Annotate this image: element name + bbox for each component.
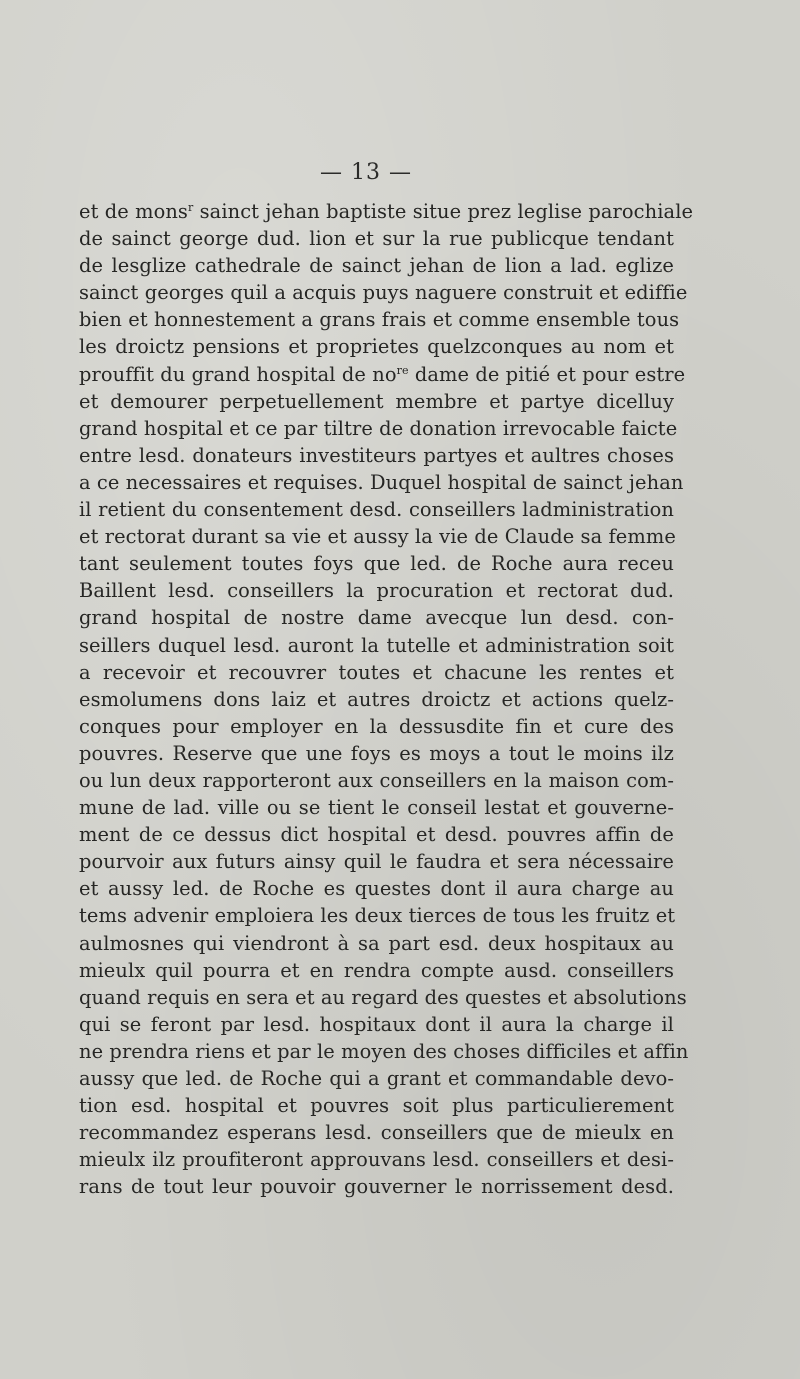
text-segment: ou lun deux rapporteront aux conseillers en la maison com- [79, 768, 674, 792]
text-line [79, 1065, 674, 1092]
text-segment: a recevoir et recouvrer toutes et chacune les rentes et [79, 660, 674, 684]
text-segment: conques pour employer en la dessusdite fin et cure des [79, 714, 674, 738]
text-segment: tion esd. hospital et pouvres soit plus particulierement [79, 1094, 674, 1118]
text-segment: rans de tout leur pouvoir gouverner le norrissement desd. [79, 1175, 674, 1199]
text-line [79, 632, 674, 659]
text-line [79, 1038, 689, 1065]
text-line [79, 279, 688, 306]
text-segment: qui se feront par lesd. hospitaux dont il aura la charge il [79, 1012, 674, 1036]
text-segment: et rectorat durant sa vie et aussy la vie de Claude sa femme [79, 525, 676, 549]
text-segment: dame de pitié et pour estre [408, 362, 686, 386]
text-segment: les droictz pensions et proprietes quelzconques au nom et [79, 335, 674, 359]
text-line [79, 848, 674, 875]
text-segment: entre lesd. donateurs investiteurs partyes et aultres choses [79, 443, 674, 467]
body-text [79, 198, 694, 1200]
text-segment: pourvoir aux futurs ainsy quil le faudra et sera nécessaire [79, 850, 674, 874]
text-segment: ne prendra riens et par le moyen des choses difficiles et affin [79, 1039, 689, 1063]
page-number: — 13 — [320, 160, 412, 185]
text-line [79, 1092, 674, 1119]
text-line [79, 902, 674, 929]
text-line [79, 252, 674, 279]
text-line [79, 523, 674, 550]
text-line [79, 821, 674, 848]
text-segment: grand hospital de nostre dame avecque lun desd. con- [79, 606, 674, 630]
text-segment: recommandez esperans lesd. conseillers que de mieulx en [79, 1121, 674, 1145]
text-segment: prouffit du grand hospital de no [79, 362, 397, 386]
text-line [79, 1146, 674, 1173]
text-segment: sainct jehan baptiste situe prez leglise parochiale [193, 200, 694, 223]
text-segment: ment de ce dessus dict hospital et desd. pouvres affin de [79, 823, 674, 847]
text-segment: mieulx ilz proufiteront approuvans lesd. conseillers et desi- [79, 1148, 674, 1172]
text-line [79, 957, 674, 984]
text-segment: de sainct george dud. lion et sur la rue publicque tendant [79, 227, 674, 251]
text-segment: bien et honnestement a grans frais et comme ensemble tous [79, 308, 680, 332]
text-line [79, 415, 678, 442]
superscript-abbreviation: re [396, 363, 409, 377]
text-line [79, 361, 686, 388]
text-segment: il retient du consentement desd. conseillers ladministration [79, 498, 674, 522]
text-line [79, 442, 674, 469]
text-line [79, 388, 674, 415]
text-segment: tant seulement toutes foys que led. de Roche aura receu [79, 552, 674, 576]
text-line [79, 577, 674, 604]
text-segment: et aussy led. de Roche es questes dont il aura charge au [79, 877, 674, 901]
text-line [79, 767, 674, 794]
text-segment: tems advenir emploiera les deux tierces de tous les fruitz et [79, 904, 676, 928]
text-line [79, 1011, 674, 1038]
text-segment: quand requis en sera et au regard des questes et absolutions [79, 985, 687, 1009]
text-segment: et demourer perpetuellement membre et partye dicelluy [79, 389, 674, 413]
text-line [79, 984, 687, 1011]
text-segment: et de mons [79, 200, 188, 223]
text-segment: pouvres. Reserve que une foys es moys a tout le moins ilz [79, 741, 674, 765]
text-segment: mieulx quil pourra et en rendra compte ausd. conseillers [79, 958, 674, 982]
text-segment: aulmosnes qui viendront à sa part esd. deux hospitaux au [79, 931, 674, 955]
text-line [79, 875, 674, 902]
text-line [79, 225, 674, 252]
text-line [79, 604, 674, 631]
text-line [79, 713, 674, 740]
text-line [79, 333, 674, 360]
text-segment: aussy que led. de Roche qui a grant et commandable devo- [79, 1067, 674, 1090]
text-line [79, 794, 674, 821]
text-segment: mune de lad. ville ou se tient le conseil lestat et gouverne- [79, 796, 674, 820]
text-segment: sainct georges quil a acquis puys naguere construit et ediffie [79, 281, 688, 305]
text-line [79, 1119, 674, 1146]
text-line [79, 686, 674, 713]
text-segment: Baillent lesd. conseillers la procuration et rectorat dud. [79, 579, 674, 603]
text-line [79, 659, 674, 686]
text-line [79, 740, 674, 767]
text-segment: esmolumens dons laiz et autres droictz et actions quelz- [79, 687, 674, 711]
text-line [79, 469, 684, 496]
text-line [79, 306, 680, 333]
text-line [79, 198, 694, 225]
text-line [79, 1173, 674, 1200]
text-line [79, 930, 674, 957]
text-segment: seillers duquel lesd. auront la tutelle et administration soit [79, 633, 674, 657]
text-line [79, 496, 674, 523]
text-segment: grand hospital et ce par tiltre de donation irrevocable faicte [79, 416, 678, 440]
superscript-abbreviation: r [187, 201, 194, 214]
text-segment: de lesglize cathedrale de sainct jehan de lion a lad. eglize [79, 254, 674, 278]
text-line [79, 550, 674, 577]
text-segment: a ce necessaires et requises. Duquel hospital de sainct jehan [79, 470, 684, 494]
